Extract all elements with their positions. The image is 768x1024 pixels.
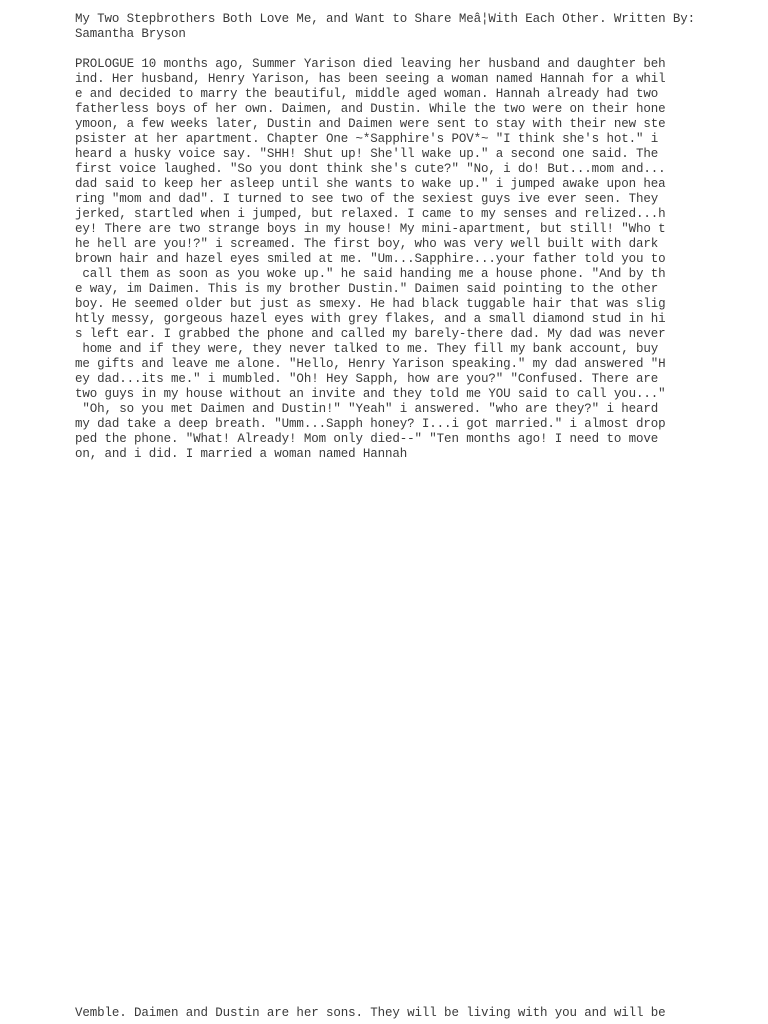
body-line: psister at her apartment. Chapter One ~*Sapphire's POV*~ "I think she's hot." i [75,132,659,146]
body-line: e way, im Daimen. This is my brother Dustin." Daimen said pointing to the other [75,282,659,296]
body-line: call them as soon as you woke up." he said handing me a house phone. "And by th [75,267,666,281]
header-line: Samantha Bryson [75,27,186,41]
body-line: home and if they were, they never talked to me. They fill my bank account, buy [75,342,659,356]
body-line: "Oh, so you met Daimen and Dustin!" "Yeah" i answered. "who are they?" i heard [75,402,659,416]
body-line: PROLOGUE 10 months ago, Summer Yarison died leaving her husband and daughter beh [75,57,666,71]
body-line: heard a husky voice say. "SHH! Shut up! She'll wake up." a second one said. The [75,147,659,161]
body-line: ymoon, a few weeks later, Dustin and Daimen were sent to stay with their new ste [75,117,666,131]
body-line: me gifts and leave me alone. "Hello, Henry Yarison speaking." my dad answered "H [75,357,666,371]
body-line: s left ear. I grabbed the phone and called my barely-there dad. My dad was never [75,327,666,341]
body-line: fatherless boys of her own. Daimen, and Dustin. While the two were on their hone [75,102,666,116]
header-line: My Two Stepbrothers Both Love Me, and Want to Share Meâ¦With Each Other. Written By: [75,12,696,26]
body-line: ind. Her husband, Henry Yarison, has been seeing a woman named Hannah for a whil [75,72,666,86]
body-line: e and decided to marry the beautiful, middle aged woman. Hannah already had two [75,87,659,101]
body-line: my dad take a deep breath. "Umm...Sapph honey? I...i got married." i almost drop [75,417,666,431]
body-line: boy. He seemed older but just as smexy. He had black tuggable hair that was slig [75,297,666,311]
body-line: first voice laughed. "So you dont think she's cute?" "No, i do! But...mom and... [75,162,666,176]
body-line: he hell are you!?" i screamed. The first boy, who was very well built with dark [75,237,659,251]
body-line: brown hair and hazel eyes smiled at me. "Um...Sapphire...your father told you to [75,252,666,266]
body-line: ey! There are two strange boys in my house! My mini-apartment, but still! "Who t [75,222,666,236]
body-line: htly messy, gorgeous hazel eyes with grey flakes, and a small diamond stud in hi [75,312,666,326]
body-line: ey dad...its me." i mumbled. "Oh! Hey Sapph, how are you?" "Confused. There are [75,372,659,386]
document-footer-line: Vemble. Daimen and Dustin are her sons. They will be living with you and will be [75,1006,666,1020]
body-line: jerked, startled when i jumped, but relaxed. I came to my senses and relized...h [75,207,666,221]
body-line: two guys in my house without an invite and they told me YOU said to call you..." [75,387,666,401]
body-line: ped the phone. "What! Already! Mom only died--" "Ten months ago! I need to move [75,432,659,446]
body-line: dad said to keep her asleep until she wants to wake up." i jumped awake upon hea [75,177,666,191]
body-line: on, and i did. I married a woman named Hannah [75,447,408,461]
body-line: ring "mom and dad". I turned to see two of the sexiest guys ive ever seen. They [75,192,659,206]
